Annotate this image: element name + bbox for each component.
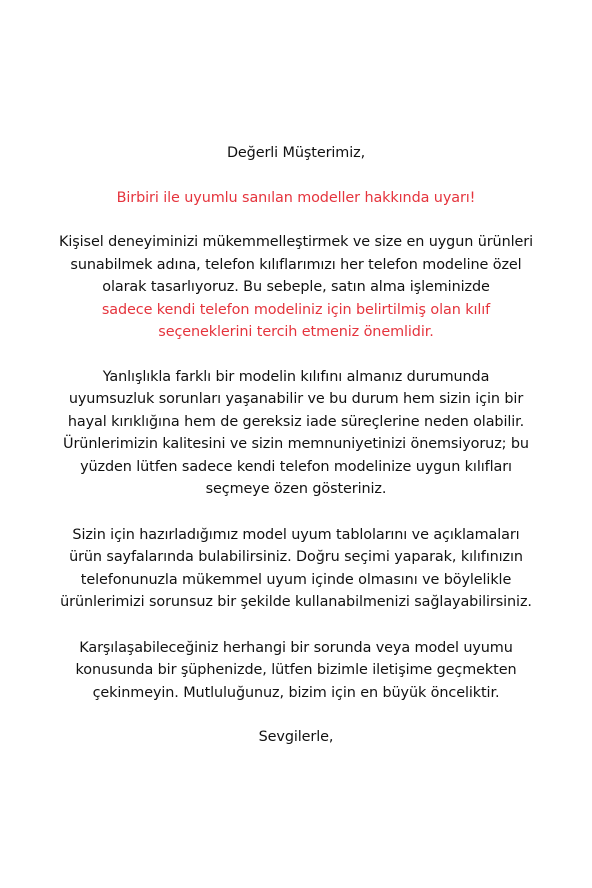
paragraph-line: Yanlışlıkla farklı bir modelin kılıfını almanız durumunda	[102, 368, 490, 385]
paragraph-line: Karşılaşabileceğiniz herhangi bir sorunda veya model uyumu	[79, 639, 513, 656]
paragraph-line: yüzden lütfen sadece kendi telefon modelinize uygun kılıfları	[80, 458, 512, 475]
paragraph-line: ürünlerimizi sorunsuz bir şekilde kullanabilmenizi sağlayabilirsiniz.	[60, 594, 532, 610]
intro-highlight-line: seçeneklerini tercih etmeniz önemlidir.	[158, 324, 434, 340]
paragraph-line: Ürünlerimizin kalitesini ve sizin memnuniyetinizi önemsiyoruz; bu	[63, 436, 529, 452]
paragraph-line: ürün sayfalarında bulabilirsiniz. Doğru seçimi yaparak, kılıfınızın	[69, 549, 523, 565]
paragraph-line: hayal kırıklığına hem de gereksiz iade süreçlerine neden olabilir.	[67, 413, 525, 430]
compatibility-tables-paragraph	[31, 524, 561, 614]
compatibility-paragraph	[31, 366, 561, 501]
paragraph-line: Sizin için hazırladığımız model uyum tablolarını ve açıklamaları	[72, 526, 520, 543]
intro-line: olarak tasarlıyoruz. Bu sebeple, satın alma işleminizde	[102, 279, 490, 295]
paragraph-line: konusunda bir şüphenizde, lütfen bizimle iletişime geçmekten	[75, 662, 517, 678]
paragraph-line: telefonunuzla mükemmel uyum içinde olmasını ve böylelikle	[80, 571, 512, 588]
paragraph-line: çekinmeyin. Mutluluğunuz, bizim için en büyük önceliktir.	[92, 684, 500, 701]
paragraph-line: uyumsuzluk sorunları yaşanabilir ve bu durum hem sizin için bir	[68, 391, 524, 407]
intro-line: Kişisel deneyiminizi mükemmelleştirmek ve size en uygun ürünleri	[59, 234, 533, 250]
contact-paragraph	[31, 637, 561, 705]
intro-highlight-line: sadece kendi telefon modeliniz için belirtilmiş olan kılıf	[101, 301, 491, 318]
closing: Sevgilerle,	[258, 729, 334, 745]
intro-line: sunabilmek adına, telefon kılıflarımızı her telefon modeline özel	[70, 256, 522, 273]
warning-heading: Birbiri ile uyumlu sanılan modeller hakkında uyarı!	[116, 189, 476, 206]
paragraph-line: seçmeye özen gösteriniz.	[205, 481, 387, 497]
greeting: Değerli Müşterimiz,	[226, 145, 366, 161]
intro-paragraph	[31, 231, 561, 344]
